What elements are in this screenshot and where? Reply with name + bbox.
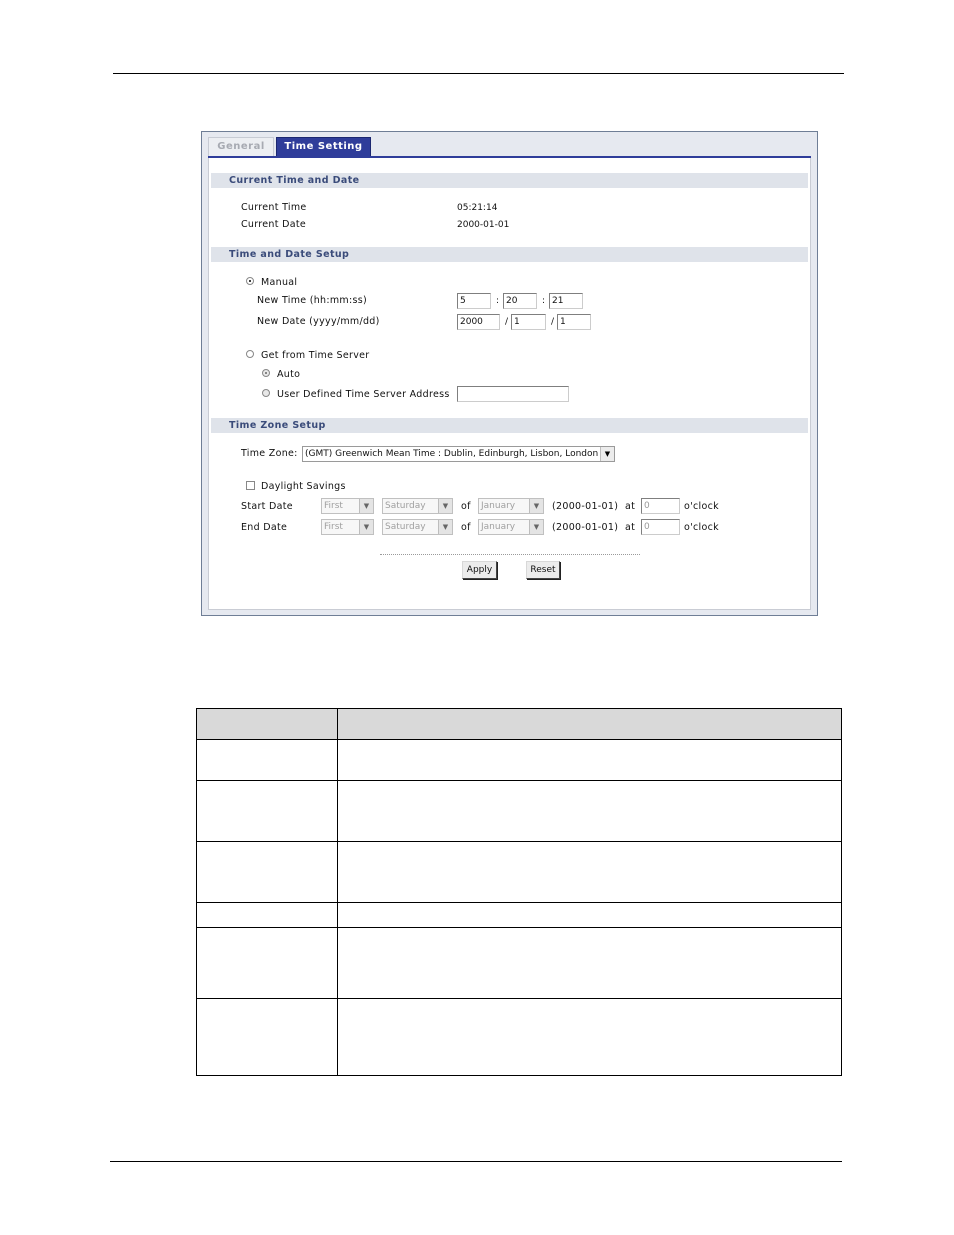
table-cell xyxy=(197,781,338,842)
time-server-label: Get from Time Server xyxy=(261,350,370,361)
chevron-down-icon[interactable]: ▼ xyxy=(359,499,373,513)
end-at-label: at xyxy=(625,522,636,533)
table-cell xyxy=(338,903,842,928)
user-defined-radio-icon[interactable] xyxy=(262,389,270,397)
table-row xyxy=(197,740,842,781)
start-month-value: January xyxy=(481,501,516,511)
time-server-address-input[interactable] xyxy=(457,386,569,402)
date-separator: / xyxy=(551,317,555,327)
section-time-zone-setup: Time Zone Setup xyxy=(211,418,808,433)
section-current-time: Current Time and Date xyxy=(211,173,808,188)
table-cell xyxy=(197,709,338,740)
start-week-value: First xyxy=(324,501,343,511)
table-cell xyxy=(338,928,842,999)
date-separator: / xyxy=(505,317,509,327)
current-time-label: Current Time xyxy=(241,202,307,213)
daylight-savings-label: Daylight Savings xyxy=(261,481,346,492)
start-weekday-select[interactable] xyxy=(382,498,453,514)
start-of-label: of xyxy=(461,501,471,512)
time-separator: : xyxy=(542,296,546,306)
page-bottom-rule xyxy=(110,1161,842,1162)
chevron-down-icon[interactable]: ▼ xyxy=(529,520,543,534)
manual-label: Manual xyxy=(261,277,298,288)
table-cell xyxy=(338,999,842,1076)
table-row xyxy=(197,928,842,999)
end-week-select[interactable] xyxy=(321,519,374,535)
chevron-down-icon[interactable]: ▼ xyxy=(438,499,452,513)
page-top-rule xyxy=(113,73,844,74)
table-row xyxy=(197,903,842,928)
table-cell xyxy=(197,903,338,928)
time-zone-select[interactable] xyxy=(302,446,615,462)
start-hour-input[interactable]: 0 xyxy=(641,498,680,514)
table-row xyxy=(197,842,842,903)
day-input[interactable]: 1 xyxy=(557,314,591,330)
table-cell xyxy=(338,709,842,740)
description-table xyxy=(196,708,842,1076)
auto-label: Auto xyxy=(277,369,301,380)
daylight-savings-checkbox-icon[interactable] xyxy=(246,481,255,490)
auto-radio-icon[interactable] xyxy=(262,369,270,377)
start-date-label: Start Date xyxy=(241,501,293,512)
end-date-hint: (2000-01-01) xyxy=(552,522,619,533)
table-cell xyxy=(338,842,842,903)
start-at-label: at xyxy=(625,501,636,512)
chevron-down-icon[interactable]: ▼ xyxy=(359,520,373,534)
chevron-down-icon[interactable]: ▼ xyxy=(529,499,543,513)
start-week-select[interactable] xyxy=(321,498,374,514)
manual-radio-icon[interactable] xyxy=(246,277,254,285)
time-setting-window xyxy=(201,131,818,616)
end-date-label: End Date xyxy=(241,522,288,533)
time-zone-selected-value: (GMT) Greenwich Mean Time : Dublin, Edinburgh, Lisbon, London xyxy=(305,449,599,459)
current-date-value: 2000-01-01 xyxy=(457,220,510,230)
minute-input[interactable]: 20 xyxy=(503,293,537,309)
button-divider xyxy=(380,554,640,555)
end-hour-input[interactable]: 0 xyxy=(641,519,680,535)
table-header-row xyxy=(197,709,842,740)
month-input[interactable]: 1 xyxy=(511,314,546,330)
time-server-radio-icon[interactable] xyxy=(246,350,254,358)
start-date-hint: (2000-01-01) xyxy=(552,501,619,512)
hour-input[interactable]: 5 xyxy=(457,293,491,309)
current-date-label: Current Date xyxy=(241,219,307,230)
new-time-label: New Time (hh:mm:ss) xyxy=(257,295,367,306)
start-weekday-value: Saturday xyxy=(385,501,426,511)
apply-button[interactable]: Apply xyxy=(462,561,497,579)
chevron-down-icon[interactable]: ▼ xyxy=(600,447,614,461)
settings-panel xyxy=(208,158,811,610)
start-oclock-label: o'clock xyxy=(684,501,719,512)
tab-general[interactable]: General xyxy=(208,137,274,157)
time-separator: : xyxy=(496,296,500,306)
section-time-date-setup: Time and Date Setup xyxy=(211,247,808,262)
end-week-value: First xyxy=(324,522,343,532)
new-date-label: New Date (yyyy/mm/dd) xyxy=(257,316,380,327)
end-month-value: January xyxy=(481,522,516,532)
time-zone-label: Time Zone: xyxy=(241,448,298,459)
chevron-down-icon[interactable]: ▼ xyxy=(438,520,452,534)
table-row xyxy=(197,781,842,842)
current-time-value: 05:21:14 xyxy=(457,203,498,213)
end-weekday-select[interactable] xyxy=(382,519,453,535)
reset-button[interactable]: Reset xyxy=(526,561,560,579)
end-month-select[interactable] xyxy=(478,519,544,535)
table-cell xyxy=(197,928,338,999)
table-row xyxy=(197,999,842,1076)
end-weekday-value: Saturday xyxy=(385,522,426,532)
table-cell xyxy=(197,740,338,781)
tab-time-setting[interactable]: Time Setting xyxy=(276,137,371,157)
second-input[interactable]: 21 xyxy=(549,293,583,309)
table-cell xyxy=(197,842,338,903)
start-month-select[interactable] xyxy=(478,498,544,514)
end-of-label: of xyxy=(461,522,471,533)
year-input[interactable]: 2000 xyxy=(457,314,500,330)
table-cell xyxy=(197,999,338,1076)
table-cell xyxy=(338,740,842,781)
user-defined-label: User Defined Time Server Address xyxy=(277,389,450,400)
table-cell xyxy=(338,781,842,842)
end-oclock-label: o'clock xyxy=(684,522,719,533)
